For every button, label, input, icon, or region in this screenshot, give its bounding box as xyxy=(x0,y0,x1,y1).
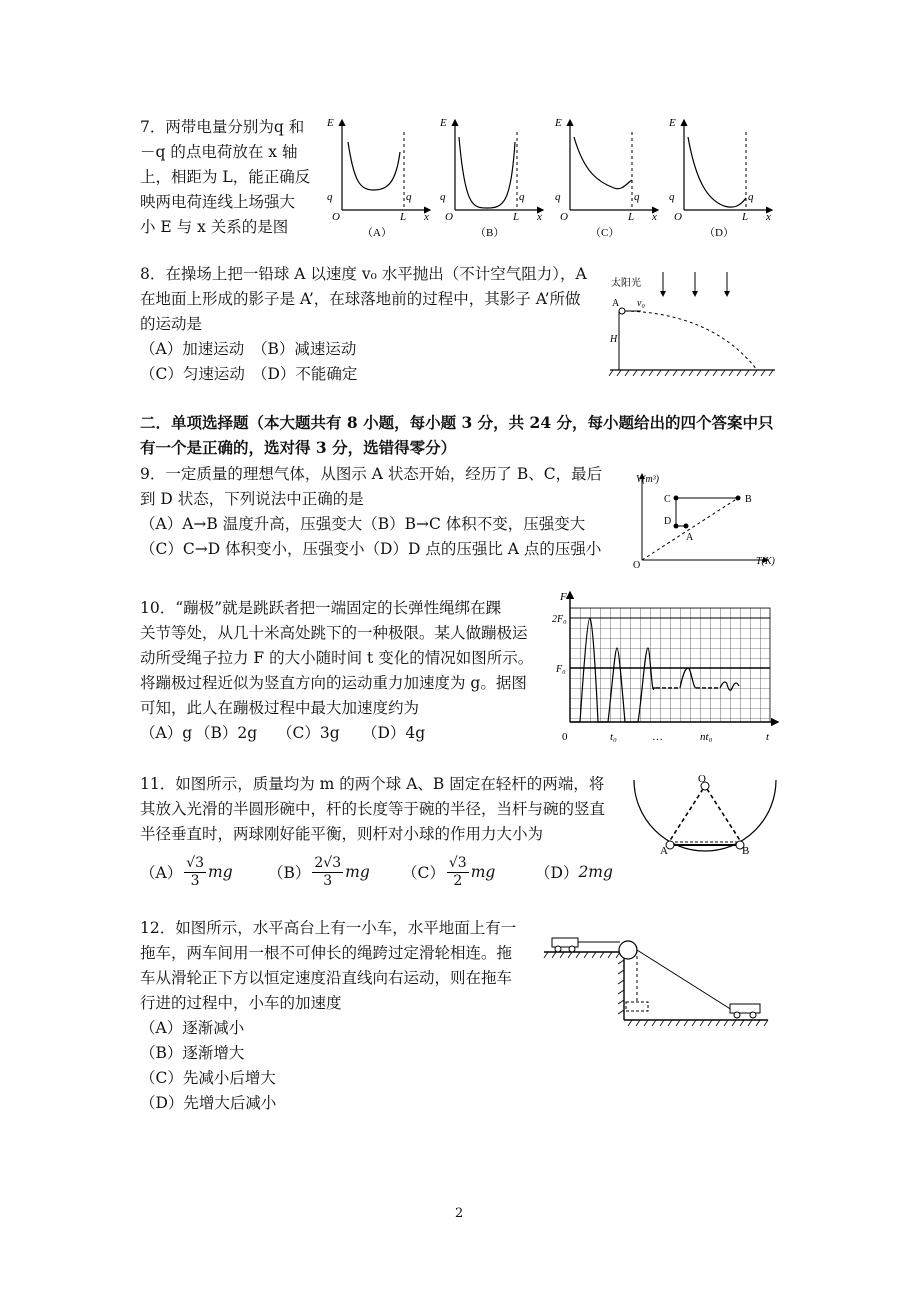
q10-option-d[interactable]: （D）4g xyxy=(362,724,426,742)
section-2-header: 二．单项选择题（本大题共有 8 小题，每小题 3 分，共 24 分，每小题给出的四个答案中只 有一个是正确的，选对得 3 分，选错得零分） xyxy=(140,413,774,457)
q9-option-ab[interactable]: （A）A→B 温度升高，压强变大（B）B→C 体积不变，压强变大 xyxy=(140,515,586,533)
q8-line: 的运动是 xyxy=(140,315,203,333)
svg-text:q: q xyxy=(406,191,412,203)
page-number: 2 xyxy=(455,1206,464,1221)
q12-line: 12．如图所示，水平高台上有一小车，水平地面上有一 xyxy=(140,919,517,937)
q8-option-b[interactable]: （B）减速运动 xyxy=(252,340,357,358)
graph-b-label: （B） xyxy=(475,227,505,239)
svg-text:E: E xyxy=(440,117,447,129)
svg-text:O: O xyxy=(674,211,682,223)
q10-option-b[interactable]: （B）2g xyxy=(195,724,258,742)
svg-text:O: O xyxy=(445,211,453,223)
question-12 xyxy=(140,916,516,1116)
svg-text:q: q xyxy=(519,191,525,203)
svg-text:B: B xyxy=(745,494,752,505)
question-8 xyxy=(140,262,587,387)
svg-text:x: x xyxy=(766,211,771,223)
q10-line: 动所受绳子拉力 F 的大小随时间 t 变化的情况如图所示。 xyxy=(140,649,534,667)
q7-line: 7．两带电量分别为q 和 xyxy=(140,118,305,136)
q7-line: －q 的点电荷放在 x 轴 xyxy=(140,143,298,161)
graph-a-label: （A） xyxy=(362,227,392,239)
q10-option-c[interactable]: （C）3g xyxy=(277,724,340,742)
q12-line: 拖车，两车间用一根不可伸长的绳跨过定滑轮相连。拖 xyxy=(140,944,513,962)
q11-line: 半径垂直时，两球刚好能平衡，则杆对小球的作用力大小为 xyxy=(140,825,544,843)
q10-options-row xyxy=(140,721,533,746)
svg-text:L: L xyxy=(400,211,407,223)
q9-figure xyxy=(628,468,790,570)
svg-text:L: L xyxy=(628,211,635,223)
svg-text:q: q xyxy=(669,191,675,203)
q10-line: 10．“蹦极”就是跳跃者把一端固定的长弹性绳绑在踝 xyxy=(140,599,502,617)
svg-text:q: q xyxy=(327,191,333,203)
graph-d-label: （D） xyxy=(704,227,734,239)
svg-text:E: E xyxy=(669,117,676,129)
q9-line: 到 D 状态，下列说法中正确的是 xyxy=(140,490,364,508)
q11-option-c[interactable]: （C） √3 2 mg xyxy=(402,854,496,889)
svg-text:H: H xyxy=(610,334,618,345)
svg-text:B: B xyxy=(742,845,750,857)
q7-line: 映两电荷连线上场强大 xyxy=(140,193,296,211)
q8-option-c[interactable]: （C）匀速运动 xyxy=(140,365,245,383)
q8-option-d[interactable]: （D）不能确定 xyxy=(252,365,358,383)
q9-line: 9．一定质量的理想气体，从图示 A 状态开始，经历了 B、C，最后 xyxy=(140,465,603,483)
q11-line: 11．如图所示，质量均为 m 的两个球 A、B 固定在轻杆的两端，将 xyxy=(140,775,605,793)
svg-text:T(K): T(K) xyxy=(756,556,775,567)
q11-line: 其放入光滑的半圆形碗中，杆的长度等于碗的半径，当杆与碗的竖直 xyxy=(140,800,606,818)
graph-b xyxy=(439,117,543,239)
q12-line: 行进的过程中，小车的加速度 xyxy=(140,994,342,1012)
q12-line: 车从滑轮正下方以恒定速度沿直线向右运动，则在拖车 xyxy=(140,969,513,987)
q7-figures xyxy=(320,112,780,242)
svg-text:nt₀: nt₀ xyxy=(700,731,713,743)
question-9 xyxy=(140,462,602,562)
q12-option-d[interactable]: （D）先增大后减小 xyxy=(140,1094,277,1112)
q10-line: 可知，此人在蹦极过程中最大加速度约为 xyxy=(140,699,420,717)
graph-d xyxy=(668,117,772,239)
q11-figure xyxy=(630,770,780,860)
svg-text:D: D xyxy=(664,516,672,527)
svg-text:O: O xyxy=(332,211,340,223)
q12-option-c[interactable]: （C）先减小后增大 xyxy=(140,1069,276,1087)
question-11 xyxy=(140,772,605,847)
q10-line: 将蹦极过程近似为竖直方向的运动重力加速度为 g。据图 xyxy=(140,674,527,692)
q8-options-row xyxy=(140,362,587,387)
graph-a xyxy=(326,117,430,239)
q7-line: 上，相距为 L，能正确反 xyxy=(140,168,311,186)
svg-text:A: A xyxy=(660,845,668,857)
q7-line: 小 E 与 x 关系的是图 xyxy=(140,218,289,236)
svg-text:V(m³): V(m³) xyxy=(636,474,659,485)
svg-text:q: q xyxy=(748,191,754,203)
svg-text:C: C xyxy=(664,494,671,505)
svg-text:A: A xyxy=(686,532,694,543)
q12-figure xyxy=(540,930,772,1030)
svg-text:L: L xyxy=(742,211,749,223)
graph-c xyxy=(554,117,658,239)
q11-option-a[interactable]: （A） √3 3 mg xyxy=(140,854,233,889)
question-7 xyxy=(140,115,310,240)
svg-text:O: O xyxy=(633,560,641,570)
svg-text:v₀: v₀ xyxy=(637,298,645,309)
q10-option-a[interactable]: （A）g xyxy=(140,724,193,742)
q12-option-a[interactable]: （A）逐渐减小 xyxy=(140,1019,245,1037)
svg-text:t₀: t₀ xyxy=(610,731,617,743)
q8-options-row xyxy=(140,337,587,362)
svg-text:q: q xyxy=(555,191,561,203)
q8-line: 在地面上形成的影子是 A’，在球落地前的过程中，其影子 A’所做 xyxy=(140,290,581,308)
q12-option-b[interactable]: （B）逐渐增大 xyxy=(140,1044,245,1062)
svg-text:O: O xyxy=(698,773,706,785)
svg-text:E: E xyxy=(555,117,562,129)
q8-figure xyxy=(605,268,780,383)
svg-text:2F₀: 2F₀ xyxy=(552,614,567,625)
svg-text:q: q xyxy=(440,191,446,203)
svg-text:x: x xyxy=(652,211,657,223)
q10-line: 关节等处，从几十米高处跳下的一种极限。某人做蹦极运 xyxy=(140,624,528,642)
sun-label: 太阳光 xyxy=(611,278,641,289)
svg-text:x: x xyxy=(424,211,429,223)
question-10 xyxy=(140,596,533,746)
q11-option-b[interactable]: （B） 2√3 3 mg xyxy=(268,854,370,889)
graph-c-label: （C） xyxy=(590,227,620,239)
svg-text:L: L xyxy=(513,211,520,223)
q11-options xyxy=(140,850,620,896)
svg-text:F₀: F₀ xyxy=(556,664,566,675)
svg-text:E: E xyxy=(327,117,334,129)
q11-option-d[interactable]: （D） 2mg xyxy=(535,863,613,882)
q9-option-cd[interactable]: （C）C→D 体积变小，压强变小（D）D 点的压强比 A 点的压强小 xyxy=(140,540,602,558)
svg-text:F: F xyxy=(560,591,567,603)
q8-line: 8．在操场上把一铅球 A 以速度 v₀ 水平抛出（不计空气阻力），A xyxy=(140,265,587,283)
q10-figure xyxy=(550,588,782,743)
q8-option-a[interactable]: （A）加速运动 xyxy=(140,340,245,358)
svg-text:x: x xyxy=(537,211,542,223)
svg-text:q: q xyxy=(634,191,640,203)
svg-text:O: O xyxy=(560,211,568,223)
svg-text:0: 0 xyxy=(562,731,568,743)
svg-text:…: … xyxy=(652,731,663,743)
svg-text:A: A xyxy=(612,298,620,309)
svg-text:t: t xyxy=(766,731,770,743)
